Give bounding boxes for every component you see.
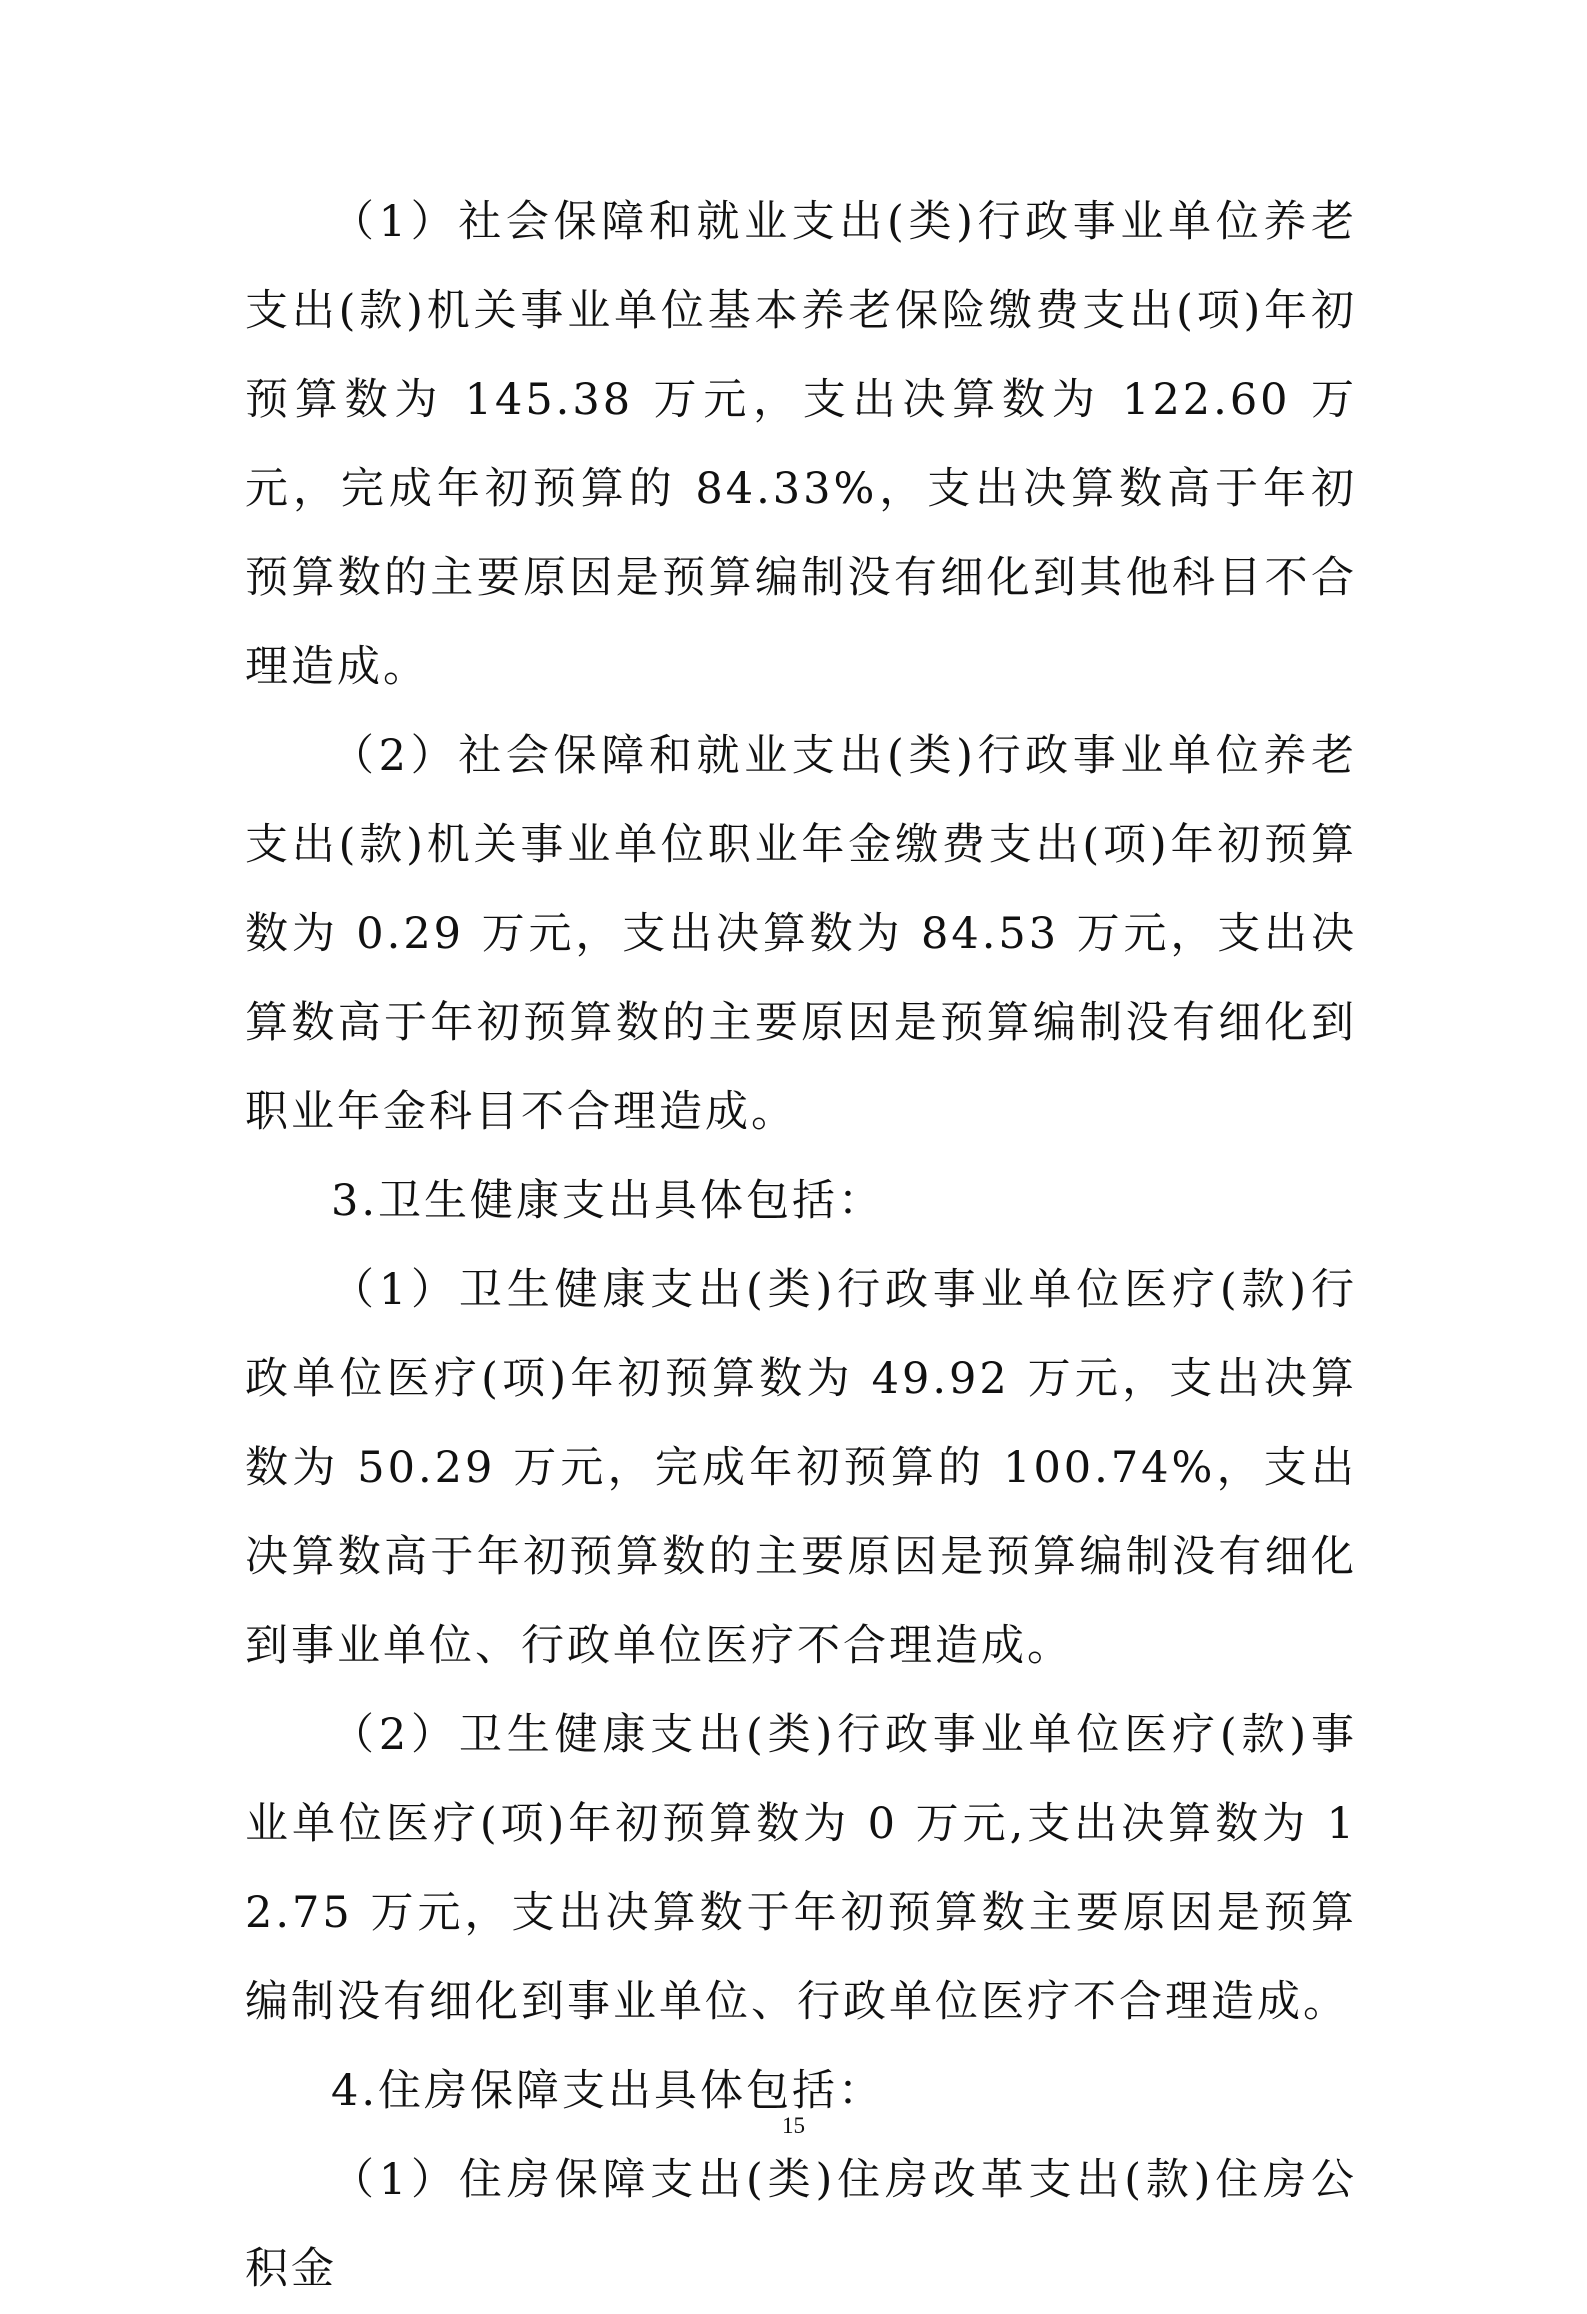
heading-housing-security-expenditure: 4.住房保障支出具体包括： bbox=[331, 2066, 885, 2116]
paragraph-housing-provident-fund: （1）住房保障支出(类)住房改革支出(款)住房公积金 bbox=[245, 2155, 1357, 2294]
paragraph-social-security-basic-pension: （1）社会保障和就业支出(类)行政事业单位养老支出(款)机关事业单位基本养老保险缴费支出(项)年初预算数为 145.38 万元，支出决算数为 122.60 万元，完成年初预算的 84.33%，支出决算数高于年初预算数的主要原因是预算编制没有细化到其他科目不合理造成。 bbox=[245, 197, 1357, 692]
paragraph-social-security-occupational-annuity: （2）社会保障和就业支出(类)行政事业单位养老支出(款)机关事业单位职业年金缴费支出(项)年初预算数为 0.29 万元，支出决算数为 84.53 万元，支出决算数高于年初预算数的主要原因是预算编制没有细化到职业年金科目不合理造成。 bbox=[245, 731, 1357, 1137]
paragraph-health-institution-medical: （2）卫生健康支出(类)行政事业单位医疗(款)事业单位医疗(项)年初预算数为 0 万元,支出决算数为 12.75 万元，支出决算数于年初预算数主要原因是预算编制没有细化到事业单位、行政单位医疗不合理造成。 bbox=[245, 1710, 1357, 2027]
heading-health-expenditure: 3.卫生健康支出具体包括： bbox=[331, 1176, 885, 1226]
page-number: 15 bbox=[782, 2113, 805, 2138]
body-text bbox=[245, 178, 1357, 2314]
paragraph-health-administrative-medical: （1）卫生健康支出(类)行政事业单位医疗(款)行政单位医疗(项)年初预算数为 49.92 万元，支出决算数为 50.29 万元，完成年初预算的 100.74%，支出决算数高于年初预算数的主要原因是预算编制没有细化到事业单位、行政单位医疗不合理造成。 bbox=[245, 1265, 1357, 1671]
